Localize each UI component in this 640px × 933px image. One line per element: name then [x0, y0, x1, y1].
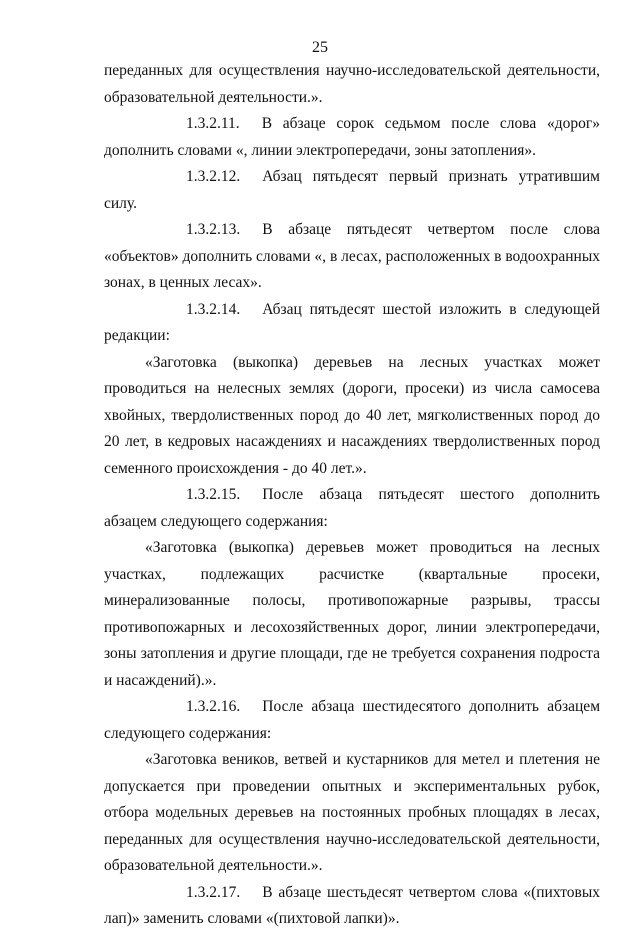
quoted-paragraph	[104, 747, 600, 880]
paragraph-text: «Заготовка (выкопка) деревьев на лесных участках может проводиться на нелесных землях (дороги, просеки) из числа самосева хвойных, твердолиственных пород до 40 лет, мягколиственных пород до 20 лет, в кедровых насаждениях и насаждениях твердолиственных пород семенного происхождения - до 40 лет.».	[104, 353, 600, 477]
paragraph	[104, 694, 600, 747]
paragraph	[104, 58, 600, 111]
paragraph-text: «Заготовка (выкопка) деревьев может проводиться на лесных участках, подлежащих расчистке (квартальные просеки, минерализованные полосы, противопожарные разрывы, трассы противопожарных и лесохозяйственных дорог, линии электропередачи, зоны затопления и другие площади, где не требуется сохранения подроста и насаждений).».	[104, 539, 600, 689]
quoted-paragraph	[104, 535, 600, 694]
paragraph	[104, 217, 600, 297]
paragraph-text: переданных для осуществления научно-исследовательской деятельности, образовательной деятельности.».	[104, 62, 600, 106]
paragraph	[104, 297, 600, 350]
item-number: 1.3.2.13.	[186, 221, 241, 238]
paragraph	[104, 482, 600, 535]
paragraph-text: «Заготовка веников, ветвей и кустарников для метел и плетения не допускается при проведении опытных и экспериментальных рубок, отбора модельных деревьев на постоянных пробных площадях в лесах, переданных для осуществления научно-исследовательской деятельности, образовательной деятельности.».	[104, 751, 600, 874]
document-body	[104, 58, 600, 933]
paragraph	[104, 880, 600, 933]
item-number: 1.3.2.16.	[186, 698, 241, 715]
paragraph-text: После абзаца шестидесятого дополнить абзацем следующего содержания:	[104, 698, 600, 742]
paragraph-text: Абзац пятьдесят первый признать утратившим силу.	[104, 168, 600, 212]
paragraph-text: Абзац пятьдесят шестой изложить в следующей редакции:	[104, 300, 600, 344]
paragraph-text: После абзаца пятьдесят шестого дополнить абзацем следующего содержания:	[104, 486, 600, 530]
quoted-paragraph	[104, 350, 600, 483]
paragraph-text: В абзаце сорок седьмом после слова «дорог» дополнить словами «, линии электропередачи, зоны затопления».	[104, 115, 600, 159]
page-number: 25	[312, 39, 328, 56]
item-number: 1.3.2.14.	[186, 300, 241, 318]
paragraph-text: В абзаце шестьдесят четвертом слова «(пихтовых лап)» заменить словами «(пихтовой лапки)».	[104, 883, 600, 927]
item-number: 1.3.2.17.	[186, 883, 241, 901]
item-number: 1.3.2.12.	[186, 168, 241, 185]
paragraph-text: В абзаце пятьдесят четвертом после слова «объектов» дополнить словами «, в лесах, расположенных в водоохранных зонах, в ценных лесах».	[104, 221, 600, 291]
item-number: 1.3.2.15.	[186, 486, 241, 503]
paragraph	[104, 164, 600, 217]
item-number: 1.3.2.11.	[186, 115, 240, 132]
paragraph	[104, 111, 600, 164]
